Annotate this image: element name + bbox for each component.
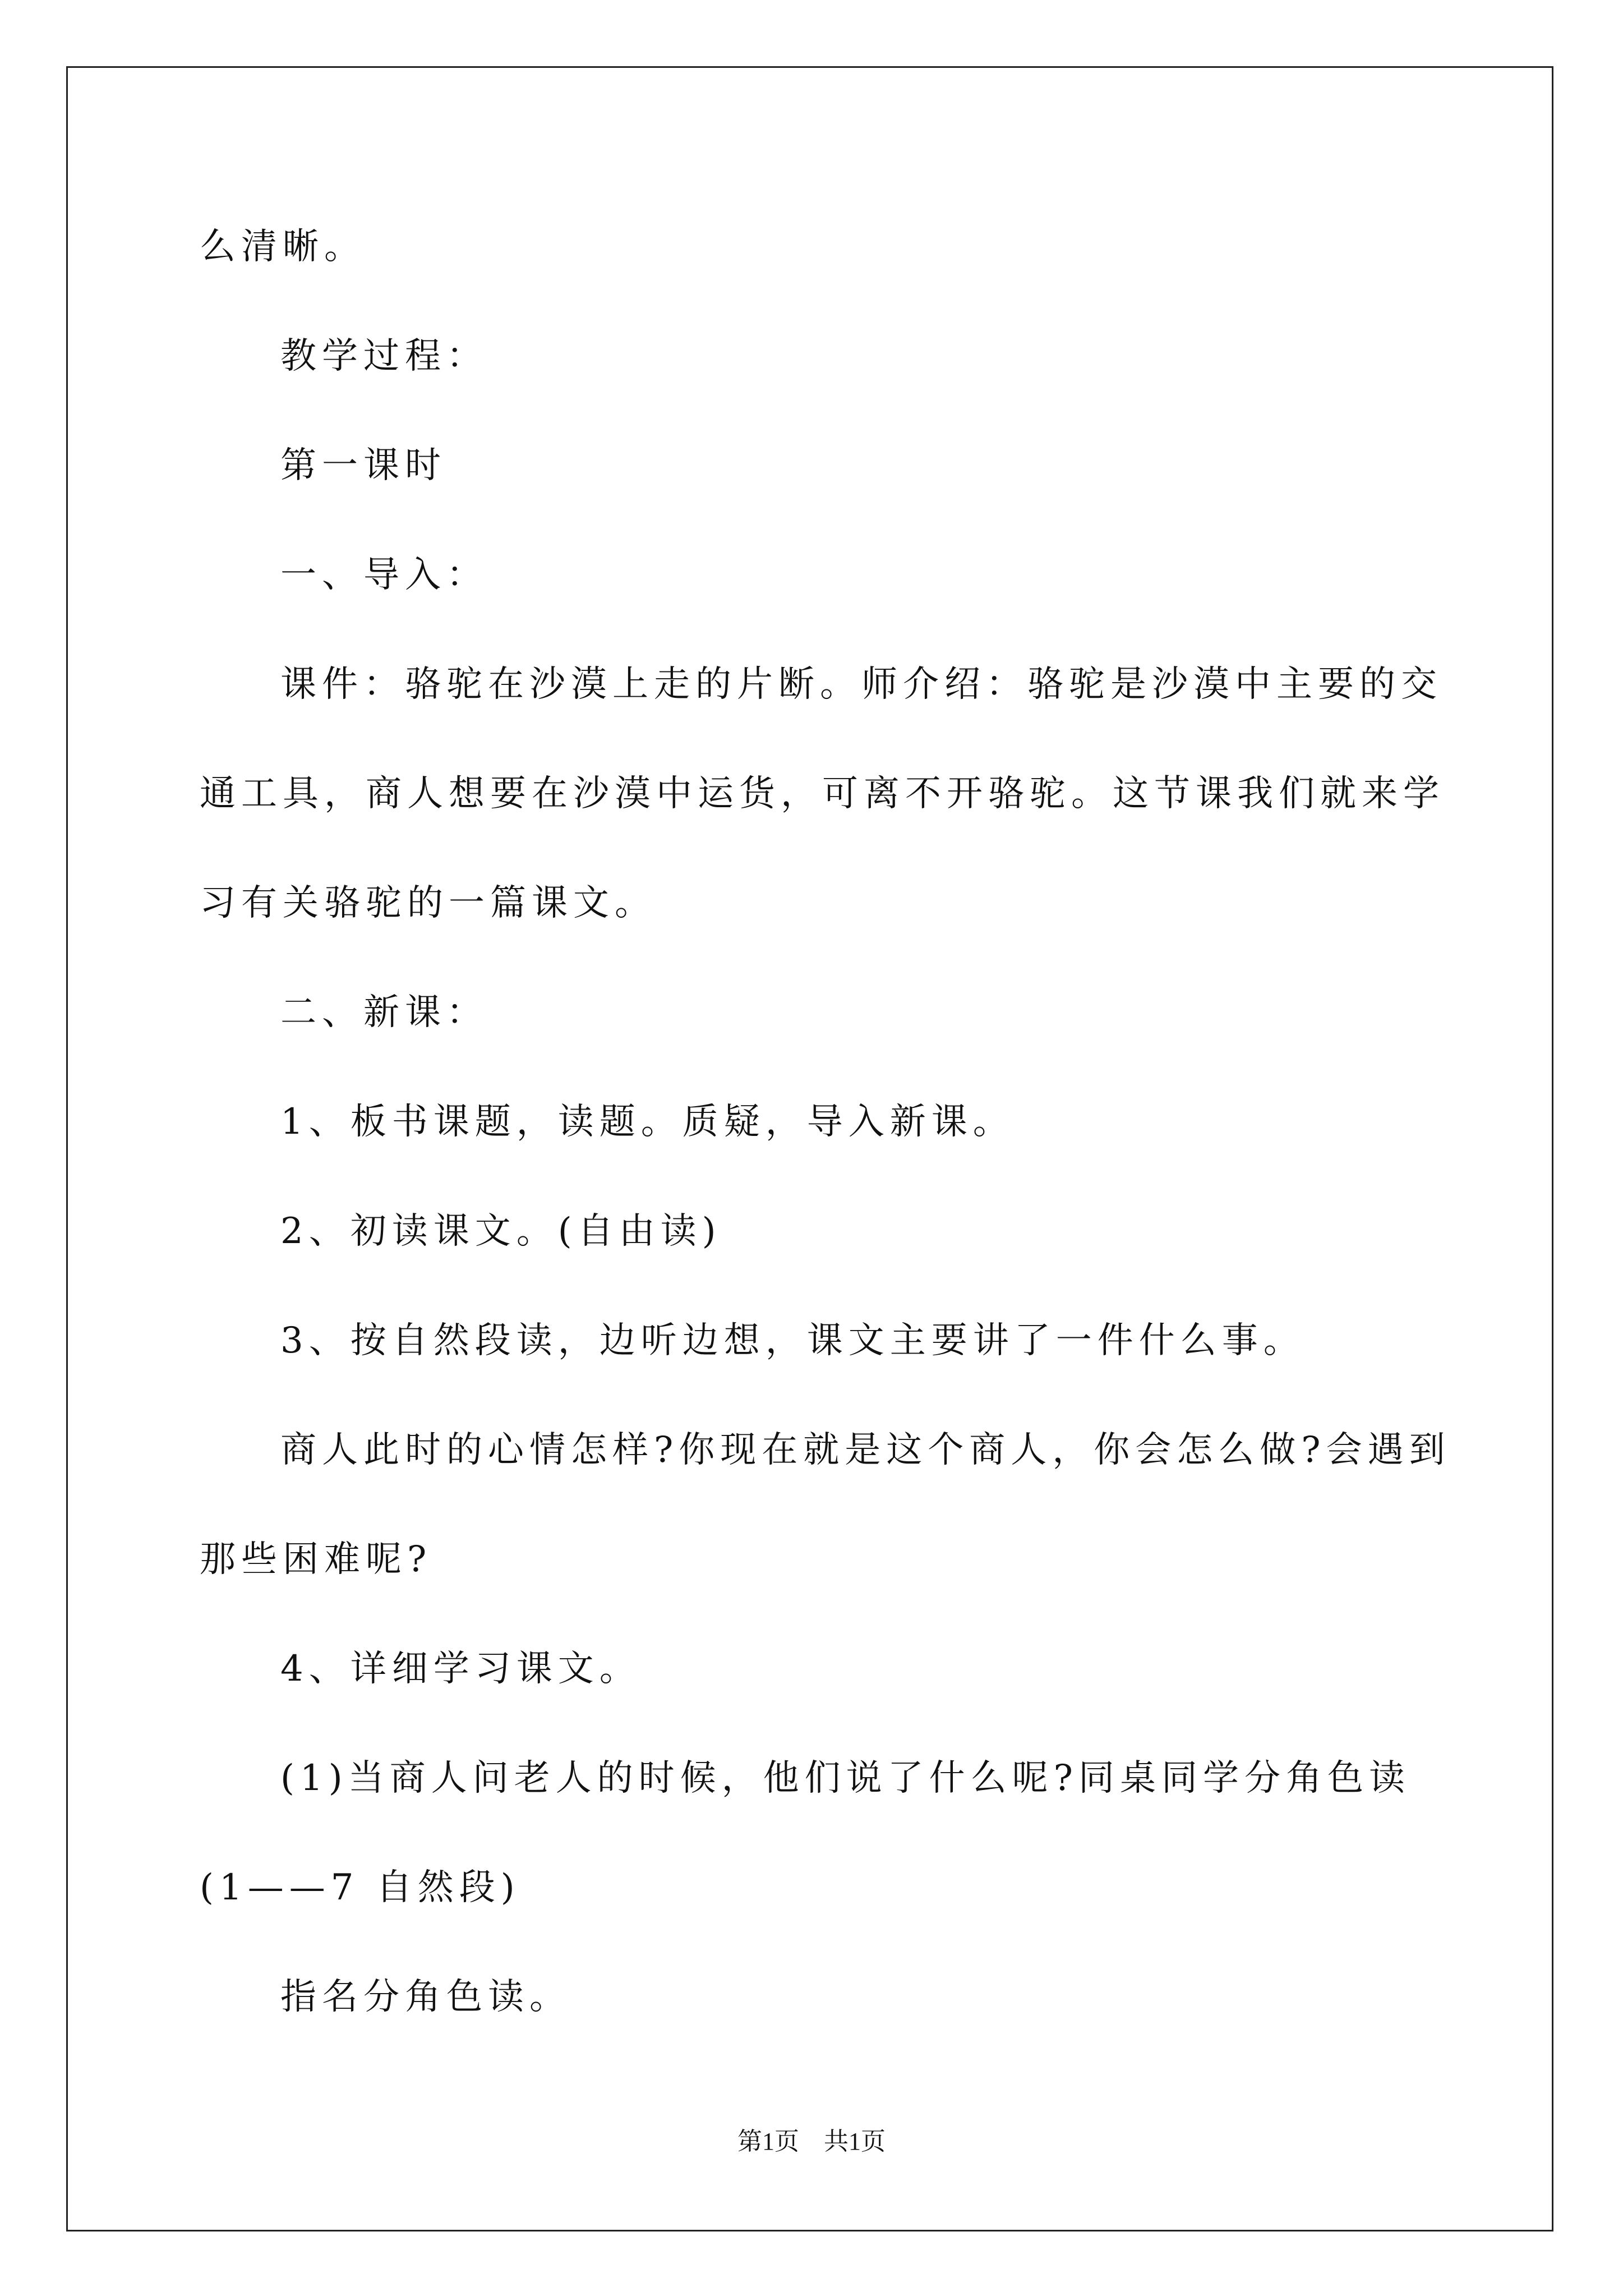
text-line: 指名分角色读。 [280,1976,571,2018]
text-line: 商人此时的心情怎样?你现在就是这个商人，你会怎么做?会遇到 [280,1429,1451,1471]
text-line: 课件：骆驼在沙漠上走的片断。师介绍：骆驼是沙漠中主要的交 [280,664,1442,705]
text-line: 么清晰。 [200,226,366,268]
text-line: 1、板书课题，读题。质疑，导入新课。 [280,1101,1015,1143]
text-line: 二、新课： [280,992,488,1033]
text-line: 习有关骆驼的一篇课文。 [200,882,656,924]
text-line: 3、按自然段读，边听边想，课文主要讲了一件什么事。 [280,1320,1305,1361]
text-line: 2、初读课文。(自由读) [280,1211,722,1252]
text-line: 教学过程： [280,335,488,377]
text-line: 4、详细学习课文。 [280,1648,641,1690]
text-line: (1——7 自然段) [200,1867,520,1908]
text-line: 通工具，商人想要在沙漠中运货，可离不开骆驼。这节课我们就来学 [200,773,1445,815]
text-line: 那些困难呢? [200,1539,432,1580]
text-line: 第一课时 [280,445,446,486]
page-footer: 第1页 共1页 [737,2128,886,2155]
text-line: (1)当商人问老人的时候，他们说了什么呢?同桌同学分角色读 [280,1757,1410,1799]
text-line: 一、导入： [280,554,488,596]
